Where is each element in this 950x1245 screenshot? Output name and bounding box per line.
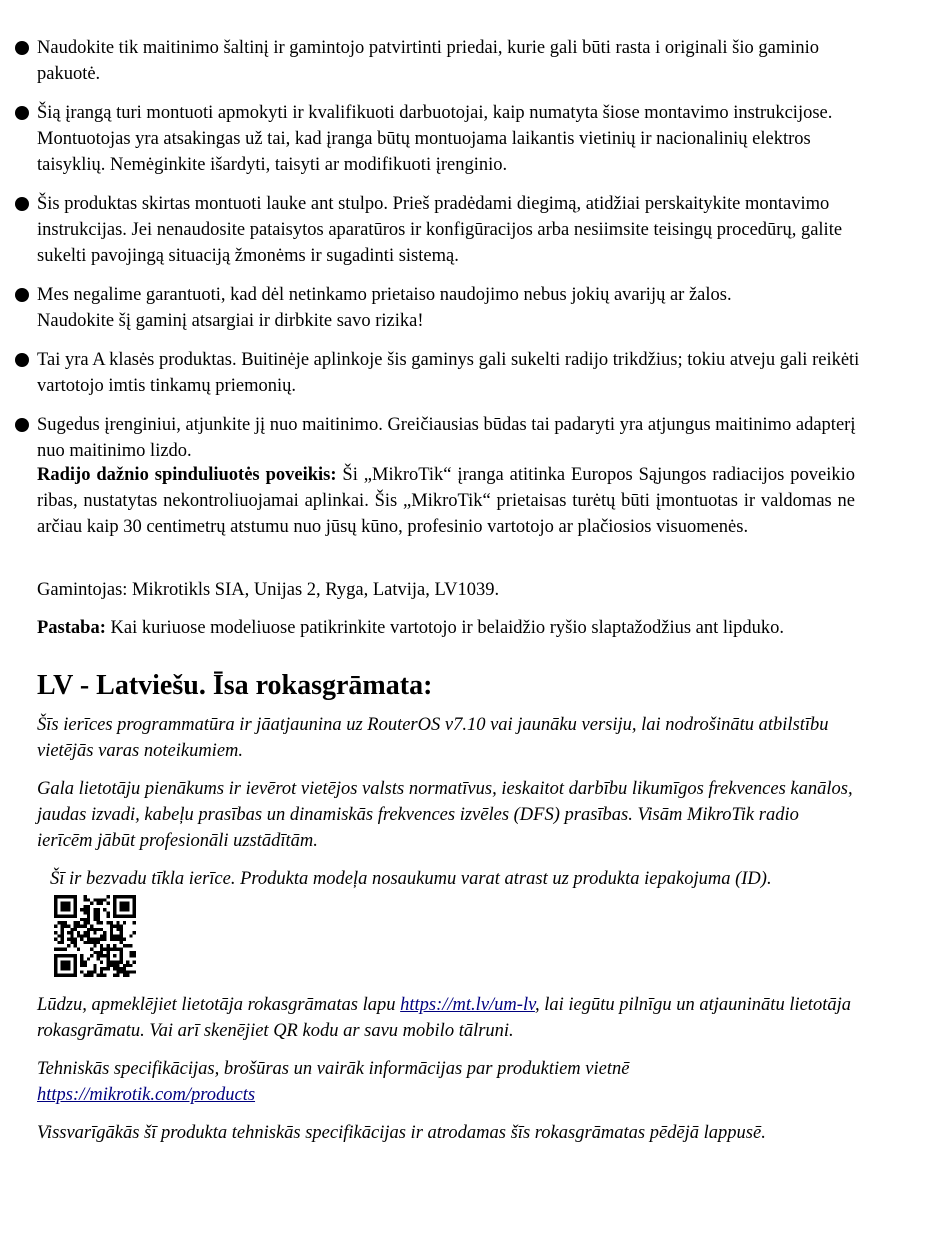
user-manual-link[interactable]: https://mt.lv/um-lv <box>400 995 535 1015</box>
safety-bullet-list <box>0 35 870 477</box>
list-item-text: Naudokite tik maitinimo šaltinį ir gamintojo patvirtinti priedai, kurie gali būti rasta i originali šio gaminio pakuotė. <box>37 38 820 84</box>
list-item-text: Sugedus įrenginiui, atjunkite jį nuo maitinimo. Greičiausias būdas tai padaryti yra atjungus maitinimo adapterį nuo maitinimo lizdo. <box>37 415 856 461</box>
lv-manual-text-before: Lūdzu, apmeklējiet lietotāja rokasgrāmatas lapu <box>37 995 401 1015</box>
list-item <box>0 412 870 464</box>
lv-software-paragraph: Šīs ierīces programmatūra ir jāatjaunina uz RouterOS v7.10 vai jaunāku versiju, lai nodrošinātu atbilstību vietējās varas noteikumiem. <box>37 715 829 761</box>
lv-specs-paragraph <box>37 1056 737 1108</box>
list-item <box>0 282 870 334</box>
lv-regulations-paragraph: Gala lietotāju pienākums ir ievērot vietējos valsts normatīvus, ieskaitot darbību likumīgos frekvences kanālos, jaudas izvadi, kabeļu prasības un dinamiskās frekvences izvēles (DFS) prasības. Visām MikroTik radio ierīcēm jābūt profesionāli uzstādītām. <box>37 779 853 851</box>
note-label: Pastaba: <box>37 618 106 638</box>
bullet-icon <box>15 353 29 367</box>
qr-code-icon <box>54 895 136 977</box>
lv-manual-paragraph <box>37 992 855 1044</box>
list-item-text: Šis produktas skirtas montuoti lauke ant stulpo. Prieš pradėdami diegimą, atidžiai perskaitykite montavimo instrukcijas. Jei nenaudosite pataisytos aparatūros ir konfigūracijos arba nesiimsite teisingų procedūrų, galite sukelti pavojingą situaciją žmonėms ir sugadinti sistemą. <box>37 194 843 266</box>
lv-last-page-paragraph: Vissvarīgākās šī produkta tehniskās specifikācijas ir atrodamas šīs rokasgrāmatas pēdējā lappusē. <box>37 1123 766 1143</box>
note-text: Kai kuriuose modeliuose patikrinkite vartotojo ir belaidžio ryšio slaptažodžius ant lipduko. <box>105 618 785 638</box>
lv-section-heading: LV - Latviešu. Īsa rokasgrāmata: <box>37 670 433 701</box>
rf-exposure-paragraph <box>37 462 855 540</box>
manufacturer-line: Gamintojas: Mikrotikls SIA, Unijas 2, Ryga, Latvija, LV1039. <box>37 580 500 600</box>
bullet-icon <box>15 106 29 120</box>
note-paragraph <box>37 615 855 641</box>
bullet-icon <box>15 288 29 302</box>
lv-device-id-paragraph: Šī ir bezvadu tīkla ierīce. Produkta modeļa nosaukumu varat atrast uz produkta iepakojuma (ID). <box>50 869 772 889</box>
bullet-icon <box>15 197 29 211</box>
list-item-text: Tai yra A klasės produktas. Buitinėje aplinkoje šis gaminys gali sukelti radijo trikdžius; tokiu atveju gali reikėti vartotojo imtis tinkamų priemonių. <box>37 350 860 396</box>
lv-manual-text-after: , lai iegūtu pilnīgu un atjauninātu lietotāja rokasgrāmatu. Vai arī skenējiet QR kodu ar savu mobilo tālruni. <box>37 995 851 1041</box>
rf-exposure-text: Ši „MikroTik“ įranga atitinka Europos Sąjungos radiacijos poveikio ribas, nustatytas nekontroliuojamai aplinkai. Šis „MikroTik“ prietaisas turėtų būti įmontuotas ir valdomas ne arčiau kaip 30 centimetrų atstumu nuo jūsų kūno, profesinio vartotojo ar plačiosios visuomenės. <box>37 465 855 537</box>
list-item <box>0 100 870 178</box>
list-item-text: Šią įrangą turi montuoti apmokyti ir kvalifikuoti darbuotojai, kaip numatyta šiose montavimo instrukcijose. Montuotojas yra atsakingas už tai, kad įranga būtų montuojama laikantis vietinių ir nacionalinių elektros taisyklių. Nemėginkite išardyti, taisyti ar modifikuoti įrenginio. <box>37 103 833 175</box>
list-item <box>0 35 870 87</box>
rf-exposure-label: Radijo dažnio spinduliuotės poveikis: <box>37 465 337 485</box>
products-link[interactable]: https://mikrotik.com/products <box>37 1085 256 1105</box>
list-item <box>0 347 870 399</box>
bullet-icon <box>15 41 29 55</box>
list-item <box>0 191 870 269</box>
list-item-text: Mes negalime garantuoti, kad dėl netinkamo prietaiso naudojimo nebus jokių avarijų ar žalos. Naudokite šį gaminį atsargiai ir dirbkite savo rizika! <box>37 285 732 331</box>
bullet-icon <box>15 418 29 432</box>
lv-specs-text: Tehniskās specifikācijas, brošūras un vairāk informācijas par produktiem vietnē <box>37 1059 630 1079</box>
